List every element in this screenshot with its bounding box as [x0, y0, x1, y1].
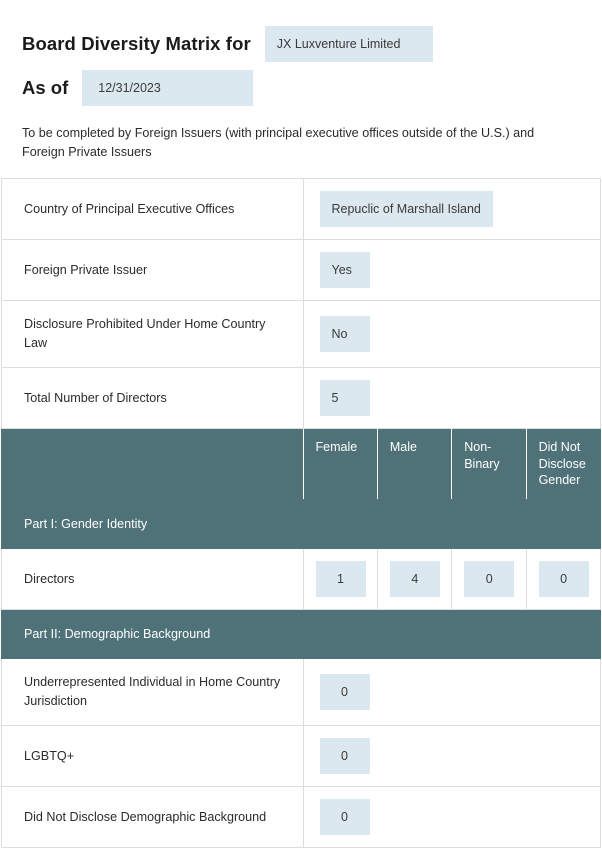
column-header-label: Female [315, 440, 358, 455]
header-blank-cell [2, 429, 304, 500]
total-directors-field[interactable]: 5 [320, 380, 370, 416]
page-title: Board Diversity Matrix for [22, 33, 251, 55]
row-value-cell [303, 179, 601, 240]
as-of-row [22, 70, 580, 106]
row-value-cell [303, 787, 601, 848]
directors-non-binary-field[interactable]: 0 [464, 561, 514, 597]
table-row [2, 726, 601, 787]
row-value-cell [303, 368, 601, 429]
row-label: LGBTQ+ [2, 726, 304, 787]
as-of-label: As of [22, 77, 69, 99]
table-row [2, 787, 601, 848]
column-header-male [377, 429, 451, 500]
matrix-body [2, 179, 601, 848]
row-label: Total Number of Directors [2, 368, 304, 429]
document-header [0, 0, 602, 178]
table-row [2, 301, 601, 368]
directors-male-field[interactable]: 4 [390, 561, 440, 597]
instructions-text: To be completed by Foreign Issuers (with principal executive offices outside of the U.S.) and Foreign Private Issuers [22, 126, 535, 160]
directors-did-not-disclose-cell [526, 549, 600, 610]
company-name-field[interactable]: JX Luxventure Limited [265, 26, 433, 62]
row-value-cell [303, 301, 601, 368]
title-row [22, 26, 580, 62]
directors-did-not-disclose-field[interactable]: 0 [539, 561, 589, 597]
row-label: Underrepresented Individual in Home Country Jurisdiction [2, 659, 304, 726]
section-header-label: Part II: Demographic Background [2, 610, 601, 659]
table-row [2, 179, 601, 240]
diversity-matrix-table [1, 178, 601, 848]
gender-columns-header [2, 429, 601, 500]
row-value-cell [303, 659, 601, 726]
lgbtq-field[interactable]: 0 [320, 738, 370, 774]
foreign-private-issuer-field[interactable]: Yes [320, 252, 370, 288]
did-not-disclose-demographic-field[interactable]: 0 [320, 799, 370, 835]
underrepresented-individual-field[interactable]: 0 [320, 674, 370, 710]
disclosure-prohibited-field[interactable]: No [320, 316, 370, 352]
column-header-did-not-disclose-gender [526, 429, 600, 500]
table-row [2, 549, 601, 610]
row-label: Disclosure Prohibited Under Home Country Law [2, 301, 304, 368]
section-header-part-2 [2, 610, 601, 659]
country-value-field[interactable]: Repuclic of Marshall Island [320, 191, 493, 227]
row-label: Did Not Disclose Demographic Background [2, 787, 304, 848]
directors-non-binary-cell [452, 549, 526, 610]
directors-female-field[interactable]: 1 [316, 561, 366, 597]
row-value-cell [303, 240, 601, 301]
table-row [2, 659, 601, 726]
directors-female-cell [303, 549, 377, 610]
row-label: Directors [2, 549, 304, 610]
column-header-non-binary [452, 429, 526, 500]
column-header-label: Non-Binary [464, 440, 500, 471]
column-header-label: Did Not Disclose Gender [538, 440, 586, 488]
table-row [2, 240, 601, 301]
directors-male-cell [377, 549, 451, 610]
as-of-date-field[interactable]: 12/31/2023 [82, 70, 253, 106]
row-label: Foreign Private Issuer [2, 240, 304, 301]
section-header-part-1 [2, 500, 601, 549]
section-header-label: Part I: Gender Identity [2, 500, 601, 549]
row-value-cell [303, 726, 601, 787]
column-header-female [303, 429, 377, 500]
table-row [2, 368, 601, 429]
column-header-label: Male [389, 440, 417, 455]
row-label: Country of Principal Executive Offices [2, 179, 304, 240]
